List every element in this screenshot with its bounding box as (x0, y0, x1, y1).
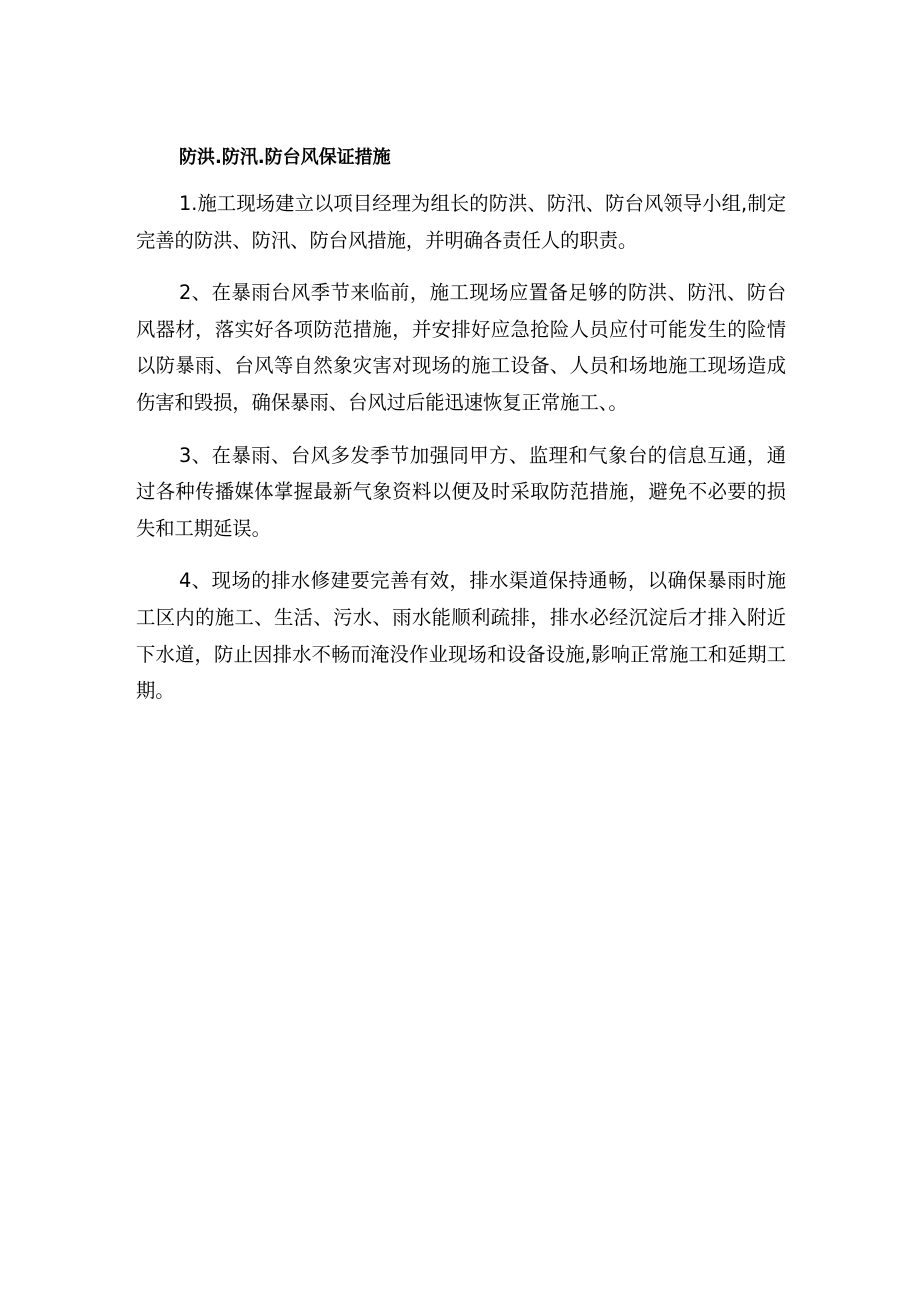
paragraph-3: 3、在暴雨、台风多发季节加强同甲方、监理和气象台的信息互通，通过各种传播媒体掌握最新气象资料以便及时采取防范措施，避免不必要的损失和工期延误。 (136, 443, 786, 540)
paragraph-1: 1.施工现场建立以项目经理为组长的防洪、防汛、防台风领导小组,制定完善的防洪、防汛、防台风措施，并明确各责任人的职责。 (136, 192, 786, 252)
document-body (136, 140, 786, 710)
paragraph-2: 2、在暴雨台风季节来临前，施工现场应置备足够的防洪、防汛、防台风器材，落实好各项防范措施，并安排好应急抢险人员应付可能发生的险情以防暴雨、台风等自然象灾害对现场的施工设备、人员和场地施工现场造成伤害和毁损，确保暴雨、台风过后能迅速恢复正常施工、。 (136, 281, 786, 414)
paragraph-4: 4、现场的排水修建要完善有效，排水渠道保持通畅，以确保暴雨时施工区内的施工、生活、污水、雨水能顺利疏排，排水必经沉淀后才排入附近下水道，防止因排水不畅而淹没作业现场和设备设施,影响正常施工和延期工期。 (136, 569, 786, 703)
document-title: 防洪.防汛.防台风保证措施 (179, 147, 391, 168)
